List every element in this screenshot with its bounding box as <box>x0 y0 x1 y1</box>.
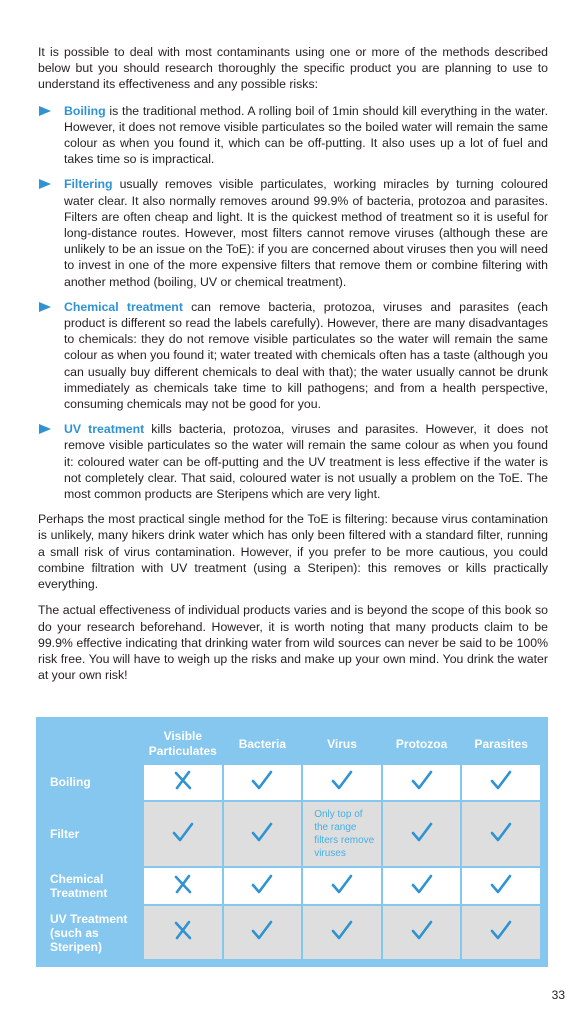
cross-icon <box>171 873 195 895</box>
table-cell <box>224 906 302 959</box>
method-text: kills bacteria, protozoa, viruses and parasites. However, it does not remove visible particulates so the water will remain the same colour as when you found it: coloured water can be off-putting and the UV treatment is less effective if the water is not completely clear. That said, coloured water is not usually a problem on the ToE. The most common products are Steripens which are very light. <box>64 422 548 502</box>
check-icon <box>330 769 354 791</box>
list-item <box>38 299 548 412</box>
table-row <box>44 868 540 904</box>
table-cell <box>144 765 222 800</box>
check-icon <box>250 919 274 941</box>
triangle-bullet-icon <box>39 424 51 434</box>
cross-icon <box>171 919 195 941</box>
table-cell <box>383 765 461 800</box>
check-icon <box>171 821 195 843</box>
check-icon <box>330 919 354 941</box>
method-text: usually removes visible particulates, working miracles by turning coloured water clear. It also normally removes around 99.9% of bacteria, protozoa and parasites. Filters are often cheap and light. It is the quickest method of treatment so it is useful for long-distance routes. However, most filters cannot remove viruses (although these are unlikely to be an issue on the ToE): if you are concerned about viruses then you will need to invest in one of the more expensive filters that remove them or combine filtering with another method (boiling, UV or chemical treatment). <box>64 177 548 289</box>
list-item <box>38 103 548 168</box>
table-cell <box>224 802 302 867</box>
intro-paragraph: It is possible to deal with most contaminants using one or more of the methods described below but you should research thoroughly the specific product you are planning to use to understand its effectiveness and any possible risks: <box>38 45 548 92</box>
methods-list <box>38 103 548 503</box>
table-row <box>44 906 540 959</box>
comparison-grid <box>42 723 542 961</box>
check-icon <box>250 821 274 843</box>
page-number: 33 <box>551 988 565 1002</box>
effectiveness-paragraph: The actual effectiveness of individual products varies and is beyond the scope of this book so do your research beforehand. However, it is worth noting that many products claim to be 99.9% effective indicating that drinking water from wild sources can never be said to be 100% risk free. You will have to weigh up the risks and make up your own mind. You drink the water at your own risk! <box>38 603 548 683</box>
method-term: Filtering <box>64 177 113 192</box>
table-body <box>44 765 540 959</box>
table-cell <box>383 802 461 867</box>
table-cell <box>224 765 302 800</box>
row-header: UV Treatment (such as Steripen) <box>50 911 128 954</box>
row-header: Filter <box>50 827 80 842</box>
table-cell <box>462 868 540 904</box>
table-cell <box>462 802 540 867</box>
row-header: Chemical Treatment <box>50 872 108 901</box>
table-cell <box>303 868 381 904</box>
check-icon <box>489 769 513 791</box>
check-icon <box>410 873 434 895</box>
table-cell <box>462 906 540 959</box>
table-cell <box>303 765 381 800</box>
method-term: UV treatment <box>64 422 145 437</box>
check-icon <box>410 769 434 791</box>
list-item <box>38 421 548 502</box>
method-text: can remove bacteria, protozoa, viruses and parasites (each product is different so read the labels carefully). However, there are many disadvantages to chemicals: they do not remove visible particulates so the water will remain the same colour as when you found it; water treated with chemicals often has a taste (although you can usually buy different chemicals to deal with that); the water usually cannot be drunk immediately as chemicals take time to kill pathogens; and from a health perspective, consuming chemicals may not be good for you. <box>64 299 548 412</box>
check-icon <box>489 821 513 843</box>
table-cell <box>462 765 540 800</box>
check-icon <box>250 769 274 791</box>
table-cell <box>144 802 222 867</box>
treatment-comparison-table <box>36 717 548 967</box>
virus-filter-note: Only top of the range filters remove viruses <box>314 809 375 860</box>
column-header: Parasites <box>474 736 528 751</box>
check-icon <box>250 873 274 895</box>
method-term: Chemical treatment <box>64 299 183 314</box>
cross-icon <box>171 769 195 791</box>
row-header: Boiling <box>50 775 91 790</box>
column-header: Bacteria <box>238 736 287 751</box>
check-icon <box>330 873 354 895</box>
check-icon <box>410 919 434 941</box>
corner-header <box>44 725 142 763</box>
check-icon <box>489 873 513 895</box>
triangle-bullet-icon <box>39 106 51 116</box>
table-row <box>44 765 540 800</box>
table-cell <box>144 868 222 904</box>
column-header: Visible Particulates <box>148 729 217 758</box>
practical-method-paragraph: Perhaps the most practical single method for the ToE is filtering: because virus contamination is unlikely, many hikers drink water which has only been filtered with a standard filter, running a small risk of virus contamination. However, if you prefer to be more cautious, you could combine filtration with UV treatment (using a Steripen): this removes or kills practically everything. <box>38 512 548 592</box>
page-body <box>38 44 548 693</box>
table-row <box>44 802 540 867</box>
table-cell <box>303 802 381 867</box>
check-icon <box>410 821 434 843</box>
table-header-row <box>44 725 540 763</box>
table-cell <box>383 868 461 904</box>
check-icon <box>489 919 513 941</box>
table-cell <box>383 906 461 959</box>
method-term: Boiling <box>64 103 106 118</box>
list-item <box>38 176 548 289</box>
method-text: is the traditional method. A rolling boil of 1min should kill everything in the water. However, it does not remove visible particulates so the boiled water will remain the same colour as when you found it, which can be off-putting. It also uses up a lot of fuel and takes time so is impractical. <box>64 103 548 167</box>
triangle-bullet-icon <box>39 302 51 312</box>
table-cell <box>303 906 381 959</box>
table-cell <box>224 868 302 904</box>
column-header: Virus <box>327 736 357 751</box>
triangle-bullet-icon <box>39 179 51 189</box>
table-cell <box>144 906 222 959</box>
column-header: Protozoa <box>395 736 448 751</box>
